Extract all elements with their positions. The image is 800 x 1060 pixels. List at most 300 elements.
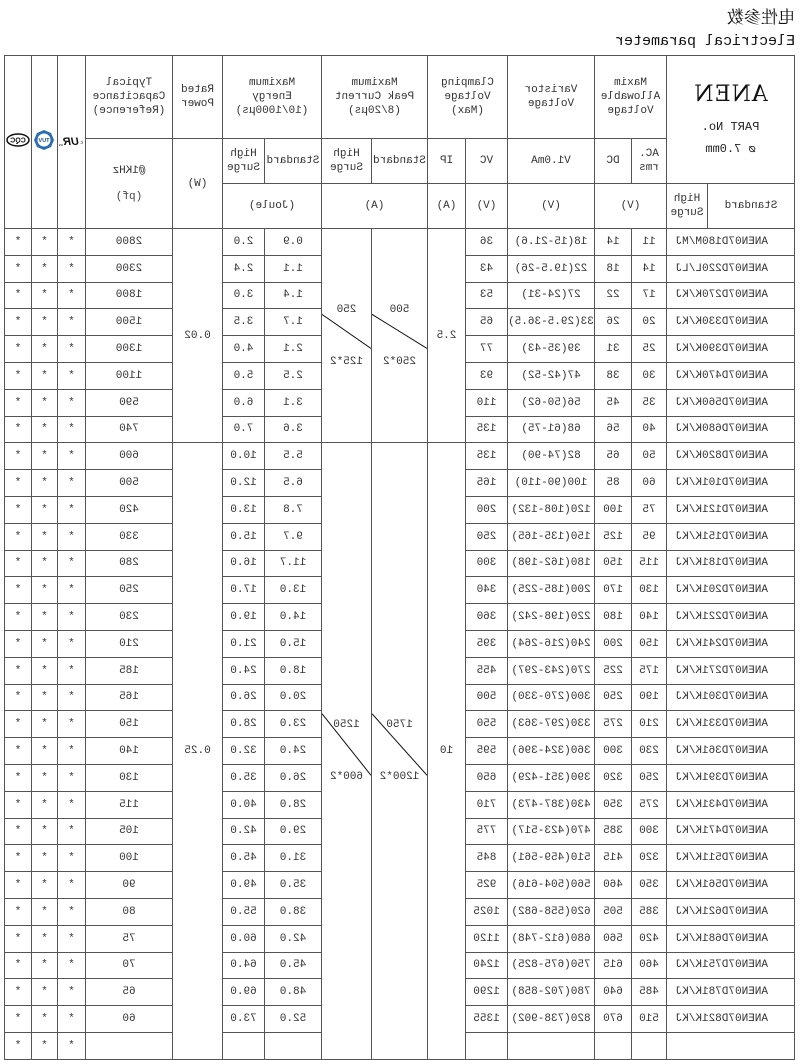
capacitance-value: 65 [85, 979, 172, 1006]
ac-rms-value: 30 [632, 362, 667, 389]
vc-unit: (V) [465, 184, 507, 229]
header-line: Allowable [600, 91, 661, 103]
dc-value: 65 [594, 443, 631, 470]
energy-standard-value: 1.1 [264, 255, 321, 282]
varistor-voltage-value: 33(29.5-36.5) [507, 309, 594, 336]
ip-value: 2.5 [427, 229, 465, 443]
ac-rms-value: 40 [632, 416, 667, 443]
header-line: Voltage [607, 105, 654, 117]
part-number: ANEN07D390K/KJ [667, 336, 795, 363]
part-number: ANEN07D391K/KJ [667, 764, 795, 791]
energy-standard-value: 13.0 [264, 577, 321, 604]
ul-cert-mark: * [57, 1006, 85, 1033]
ul-cert-mark: * [57, 925, 85, 952]
capacitance-value: 590 [85, 389, 172, 416]
energy-high-surge-value: 4.0 [222, 336, 264, 363]
cqc-cert-mark: * [4, 416, 31, 443]
varistor-voltage-value: 150(135-165) [507, 523, 594, 550]
energy-high-surge-header [222, 139, 264, 184]
cqc-cert-mark: * [4, 791, 31, 818]
tuv-cert-mark: * [31, 443, 57, 470]
brand-header-cell [667, 56, 795, 184]
varistor-voltage-value: 750(675-825) [507, 952, 594, 979]
clamping-voltage-value: 500 [465, 684, 507, 711]
tuv-cert-mark: * [31, 764, 57, 791]
energy-standard-value: 20.0 [264, 684, 321, 711]
cqc-cert-mark: * [4, 1032, 31, 1059]
clamping-voltage-value: 845 [465, 845, 507, 872]
part-number: ANEN07D331K/KJ [667, 711, 795, 738]
capacitance-value: 2300 [85, 255, 172, 282]
header-line: Typical [105, 77, 153, 89]
capacitance-unit: (pf) [115, 190, 143, 203]
tuv-cert-mark: * [31, 336, 57, 363]
dc-value: 640 [594, 979, 631, 1006]
ac-rms-value [632, 1032, 667, 1059]
v1ma-unit: (V) [507, 184, 594, 229]
cqc-cert-mark: * [4, 979, 31, 1006]
energy-high-surge-value: 5.0 [222, 362, 264, 389]
ac-rms-value: 17 [632, 282, 667, 309]
clamping-voltage-value: 93 [465, 362, 507, 389]
peak-current-high-surge [321, 229, 371, 443]
part-number: ANEN07D180M/MJ [667, 229, 795, 256]
capacitance-value: 2800 [85, 229, 172, 256]
clamping-voltage-value: 455 [465, 657, 507, 684]
varistor-voltage-value: 510(459-561) [507, 845, 594, 872]
energy-high-surge-value: 16.0 [222, 550, 264, 577]
tuv-cert-mark: * [31, 791, 57, 818]
capacitance-freq: @1KHz [112, 164, 146, 177]
header-line: High [673, 193, 701, 205]
ul-cert-mark: * [57, 309, 85, 336]
part-number: ANEN07D330K/KJ [667, 309, 795, 336]
clamping-voltage-value: 340 [465, 577, 507, 604]
energy-high-surge-value: 73.0 [222, 1006, 264, 1033]
part-high-surge-label [667, 184, 707, 228]
varistor-voltage-value: 18(15-21.6) [507, 229, 594, 256]
tuv-cert-mark: * [31, 416, 57, 443]
ul-cert-mark: * [57, 470, 85, 497]
part-number: ANEN07D621K/KJ [667, 898, 795, 925]
capacitance-value: 1500 [85, 309, 172, 336]
table-row [4, 443, 794, 470]
part-number: ANEN07D681K/KJ [667, 925, 795, 952]
ac-rms-value: 230 [632, 738, 667, 765]
varistor-voltage-value: 180(162-198) [507, 550, 594, 577]
ac-rms-value: 25 [632, 336, 667, 363]
part-number: ANEN07D561K/KJ [667, 872, 795, 899]
ac-rms-value: 95 [632, 523, 667, 550]
ac-rms-value: 14 [632, 255, 667, 282]
ac-rms-value: 350 [632, 872, 667, 899]
dc-value: 225 [594, 657, 631, 684]
cqc-cert-mark: * [4, 872, 31, 899]
part-number: ANEN07D270K/KJ [667, 282, 795, 309]
peak-current-unit: (A) [321, 184, 427, 229]
capacitance-value: 210 [85, 630, 172, 657]
ul-cert-mark: * [57, 282, 85, 309]
part-number: ANEN07D781K/KJ [667, 979, 795, 1006]
peak-current-repeat: 600*2 [329, 771, 363, 784]
tuv-cert-mark: * [31, 845, 57, 872]
clamping-voltage-value: 395 [465, 630, 507, 657]
dc-value: 670 [594, 1006, 631, 1033]
capacitance-value: 1800 [85, 282, 172, 309]
energy-standard-value: 28.0 [264, 791, 321, 818]
tuv-cert-cell [31, 56, 57, 229]
dc-value: 85 [594, 470, 631, 497]
tuv-cert-mark: * [31, 309, 57, 336]
tuv-cert-mark: * [31, 362, 57, 389]
cqc-cert-mark: * [4, 229, 31, 256]
energy-high-surge-value: 24.0 [222, 657, 264, 684]
energy-standard-value: 3.6 [264, 416, 321, 443]
energy-standard-value: 7.8 [264, 496, 321, 523]
varistor-voltage-value: 82(74-90) [507, 443, 594, 470]
ac-rms-value: 485 [632, 979, 667, 1006]
part-number: ANEN07D820K/KJ [667, 443, 795, 470]
varistor-voltage-value: 56(50-62) [507, 389, 594, 416]
tuv-cert-mark: * [31, 925, 57, 952]
energy-high-surge-value: 45.0 [222, 845, 264, 872]
clamping-voltage-header [427, 56, 507, 139]
part-number: ANEN07D361K/KJ [667, 738, 795, 765]
header-line: Surge [670, 207, 704, 219]
ac-rms-value: 190 [632, 684, 667, 711]
cqc-cert-mark: * [4, 550, 31, 577]
cqc-cert-mark: * [4, 630, 31, 657]
tuv-cert-mark: * [31, 523, 57, 550]
cqc-cert-mark: * [4, 684, 31, 711]
peak-current-repeat: 125*2 [329, 355, 363, 368]
standard-high-surge-split [667, 184, 794, 228]
ul-cert-mark: * [57, 229, 85, 256]
clamping-voltage-value: 1025 [465, 898, 507, 925]
cqc-cert-mark: * [4, 336, 31, 363]
energy-standard-value: 1.4 [264, 282, 321, 309]
energy-standard-value: 14.0 [264, 604, 321, 631]
ul-cert-mark: * [57, 979, 85, 1006]
clamping-voltage-value: 925 [465, 872, 507, 899]
header-line: (8/20μs) [348, 105, 401, 117]
tuv-cert-mark: * [31, 684, 57, 711]
clamping-voltage-value: 110 [465, 389, 507, 416]
energy-high-surge-value: 3.0 [222, 282, 264, 309]
svg-text:TUV: TUV [38, 137, 50, 144]
energy-standard-value: 52.0 [264, 1006, 321, 1033]
capacitance-value: 80 [85, 898, 172, 925]
clamping-voltage-value: 200 [465, 496, 507, 523]
energy-high-surge-value: 15.0 [222, 523, 264, 550]
varistor-voltage-value: 200(185-225) [507, 577, 594, 604]
max-allowable-voltage-header [594, 56, 666, 139]
clamping-voltage-value: 165 [465, 470, 507, 497]
energy-standard-value: 38.0 [264, 898, 321, 925]
header-line: Clamping [441, 77, 494, 89]
clamping-voltage-value: 250 [465, 523, 507, 550]
varistor-voltage-value: 22(19.5-26) [507, 255, 594, 282]
varistor-voltage-value: 470(423-517) [507, 818, 594, 845]
tuv-icon [33, 137, 55, 155]
energy-standard-value: 15.0 [264, 630, 321, 657]
energy-standard-value [264, 1032, 321, 1059]
ac-rms-value: 275 [632, 791, 667, 818]
part-number: ANEN07D101K/KJ [667, 470, 795, 497]
dc-value: 350 [594, 791, 631, 818]
clamping-voltage-value: 775 [465, 818, 507, 845]
ac-rms-value: 60 [632, 470, 667, 497]
energy-high-surge-value: 60.0 [222, 925, 264, 952]
tuv-cert-mark: * [31, 389, 57, 416]
header-line: Surge [329, 162, 363, 174]
ac-rms-value: 11 [632, 229, 667, 256]
part-number: ANEN07D201K/KJ [667, 577, 795, 604]
ac-rms-value: 150 [632, 630, 667, 657]
dc-value: 505 [594, 898, 631, 925]
clamping-voltage-value: 135 [465, 416, 507, 443]
ul-cert-mark: * [57, 764, 85, 791]
capacitance-value: 185 [85, 657, 172, 684]
cqc-cert-mark: * [4, 496, 31, 523]
ac-rms-value: 420 [632, 925, 667, 952]
dc-value: 615 [594, 952, 631, 979]
svg-text:UR: UR [63, 135, 80, 147]
ac-rms-value: 210 [632, 711, 667, 738]
part-standard-label: Standard [707, 184, 794, 228]
energy-high-surge-value: 6.0 [222, 389, 264, 416]
energy-standard-value: 2.5 [264, 362, 321, 389]
part-number: ANEN07D470K/KJ [667, 362, 795, 389]
clamping-voltage-value: 360 [465, 604, 507, 631]
rated-power-value: 0.02 [172, 229, 222, 443]
varistor-voltage-value: 300(270-330) [507, 684, 594, 711]
cqc-cert-mark: * [4, 657, 31, 684]
max-voltage-unit: (V) [594, 184, 666, 229]
dc-value: 415 [594, 845, 631, 872]
svg-text:CQC: CQC [10, 137, 26, 144]
part-number [667, 1032, 795, 1059]
header-line: Varistor [524, 84, 578, 96]
peak-current-standard [371, 443, 427, 1059]
tuv-cert-mark: * [31, 898, 57, 925]
header-line: Voltage [527, 98, 575, 110]
cqc-cert-mark: * [4, 952, 31, 979]
header-line: Rated [180, 84, 214, 96]
svg-text:us: us [59, 141, 64, 147]
ul-cert-mark: * [57, 738, 85, 765]
header-line: rms [639, 162, 659, 174]
energy-standard-value: 26.0 [264, 764, 321, 791]
tuv-cert-mark: * [31, 577, 57, 604]
varistor-voltage-value: 68(61-75) [507, 416, 594, 443]
part-number: ANEN07D220L/LJ [667, 255, 795, 282]
dc-value [594, 1032, 631, 1059]
varistor-voltage-value: 220(198-242) [507, 604, 594, 631]
ul-cert-mark: * [57, 496, 85, 523]
header-line: (10/1000μs) [235, 105, 309, 117]
capacitance-value: 140 [85, 738, 172, 765]
peak-current-primary: 250 [336, 303, 357, 316]
capacitance-value: 330 [85, 523, 172, 550]
ul-cert-mark: * [57, 952, 85, 979]
energy-high-surge-value: 21.0 [222, 630, 264, 657]
dc-value: 180 [594, 604, 631, 631]
dc-value: 38 [594, 362, 631, 389]
energy-standard-value: 5.5 [264, 443, 321, 470]
header-line: Capacitance [92, 91, 166, 103]
energy-high-surge-value: 28.0 [222, 711, 264, 738]
cqc-cert-mark: * [4, 604, 31, 631]
ul-cert-mark: * [57, 684, 85, 711]
energy-standard-header: Standard [264, 139, 321, 184]
ac-rms-value: 115 [632, 550, 667, 577]
cqc-cert-mark: * [4, 255, 31, 282]
ul-cert-mark: * [57, 336, 85, 363]
part-standard-header [667, 184, 795, 229]
ac-rms-value: 460 [632, 952, 667, 979]
ul-cert-cell [57, 56, 85, 229]
clamping-voltage-value: 1120 [465, 925, 507, 952]
clamping-voltage-value [465, 1032, 507, 1059]
cqc-cert-mark: * [4, 898, 31, 925]
ac-rms-value: 510 [632, 1006, 667, 1033]
peak-current-primary: 1750 [386, 719, 413, 732]
ac-rms-value: 50 [632, 443, 667, 470]
title-english: Electrical parameter [614, 33, 795, 50]
header-line: High [230, 148, 257, 160]
title-chinese: 电性参数 [727, 8, 795, 28]
svg-text:c: c [80, 139, 84, 146]
dc-value: 250 [594, 684, 631, 711]
clamping-voltage-value: 65 [465, 309, 507, 336]
capacitance-value: 250 [85, 577, 172, 604]
peak-current-primary: 500 [389, 303, 410, 316]
header-line: Maximum [351, 77, 398, 89]
energy-high-surge-value: 3.5 [222, 309, 264, 336]
energy-high-surge-value: 40.0 [222, 791, 264, 818]
energy-unit: (Joule) [222, 184, 321, 229]
cqc-cert-mark: * [4, 577, 31, 604]
part-number: ANEN07D560K/KJ [667, 389, 795, 416]
ul-cert-mark: * [57, 255, 85, 282]
header-line: AC. [639, 148, 659, 160]
ul-cert-mark: * [57, 523, 85, 550]
dc-value: 460 [594, 872, 631, 899]
ac-rms-header [632, 139, 667, 184]
energy-high-surge-value: 19.0 [222, 604, 264, 631]
energy-standard-value: 45.0 [264, 952, 321, 979]
clamping-voltage-value: 1240 [465, 952, 507, 979]
ac-rms-value: 35 [632, 389, 667, 416]
ul-cert-mark: * [57, 1032, 85, 1059]
vc-header: VC [465, 139, 507, 184]
dc-value: 150 [594, 550, 631, 577]
energy-high-surge-value: 26.0 [222, 684, 264, 711]
clamping-voltage-value: 650 [465, 764, 507, 791]
energy-standard-value: 23.0 [264, 711, 321, 738]
part-number: ANEN07D241K/KJ [667, 630, 795, 657]
dc-value: 14 [594, 229, 631, 256]
cqc-cert-mark: * [4, 818, 31, 845]
tuv-cert-mark: * [31, 711, 57, 738]
tuv-cert-mark: * [31, 470, 57, 497]
capacitance-value: 600 [85, 443, 172, 470]
varistor-voltage-value: 680(612-748) [507, 925, 594, 952]
energy-standard-value: 35.0 [264, 872, 321, 899]
part-number: ANEN07D431K/KJ [667, 791, 795, 818]
header-line: Energy [252, 91, 292, 103]
energy-high-surge-value: 13.0 [222, 496, 264, 523]
part-no-label: PART No. [701, 119, 760, 134]
table-row [4, 229, 794, 256]
header-line: Voltage [444, 91, 491, 103]
part-number: ANEN07D471K/KJ [667, 818, 795, 845]
energy-standard-value: 3.1 [264, 389, 321, 416]
peak-current-standard [371, 229, 427, 443]
capacitance-value: 165 [85, 684, 172, 711]
capacitance-value: 740 [85, 416, 172, 443]
peak-current-repeat: 1200*2 [379, 771, 420, 784]
clamping-voltage-value: 1290 [465, 979, 507, 1006]
peak-current-high-surge [321, 443, 371, 1059]
energy-standard-value: 6.5 [264, 470, 321, 497]
part-number: ANEN07D680K/KJ [667, 416, 795, 443]
ul-cert-mark: * [57, 577, 85, 604]
ip-value: 10 [427, 443, 465, 1059]
clamping-voltage-value: 300 [465, 550, 507, 577]
ul-cert-mark: * [57, 630, 85, 657]
ac-rms-value: 320 [632, 845, 667, 872]
clamping-voltage-value: 1355 [465, 1006, 507, 1033]
energy-high-surge-value [222, 1032, 264, 1059]
rated-power-value: 0.25 [172, 443, 222, 1059]
clamping-voltage-value: 135 [465, 443, 507, 470]
tuv-cert-mark: * [31, 282, 57, 309]
clamping-voltage-value: 53 [465, 282, 507, 309]
energy-standard-value: 2.1 [264, 336, 321, 363]
varistor-voltage-value: 330(297-363) [507, 711, 594, 738]
energy-standard-value: 9.7 [264, 523, 321, 550]
cqc-cert-mark: * [4, 738, 31, 765]
ul-cert-mark: * [57, 872, 85, 899]
dc-value: 275 [594, 711, 631, 738]
varistor-voltage-value: 270(243-297) [507, 657, 594, 684]
ul-cert-mark: * [57, 550, 85, 577]
dc-value: 18 [594, 255, 631, 282]
cqc-cert-mark: * [4, 523, 31, 550]
peak-current-primary: 1250 [333, 719, 360, 732]
peak-current-stack [372, 229, 427, 442]
cqc-cert-mark: * [4, 845, 31, 872]
part-number: ANEN07D121K/KJ [667, 496, 795, 523]
energy-high-surge-value: 49.0 [222, 872, 264, 899]
varistor-voltage-value: 820(738-902) [507, 1006, 594, 1033]
cqc-cert-mark: * [4, 1006, 31, 1033]
peak-standard-header: Standard [371, 139, 427, 184]
capacitance-value: 1100 [85, 362, 172, 389]
energy-standard-value: 11.7 [264, 550, 321, 577]
tuv-cert-mark: * [31, 229, 57, 256]
part-number: ANEN07D511K/KJ [667, 845, 795, 872]
varistor-voltage-value: 240(216-264) [507, 630, 594, 657]
energy-high-surge-value: 2.0 [222, 229, 264, 256]
ac-rms-value: 385 [632, 898, 667, 925]
dc-value: 200 [594, 630, 631, 657]
dc-value: 170 [594, 577, 631, 604]
varistor-voltage-value: 560(504-616) [507, 872, 594, 899]
dc-value: 125 [594, 523, 631, 550]
